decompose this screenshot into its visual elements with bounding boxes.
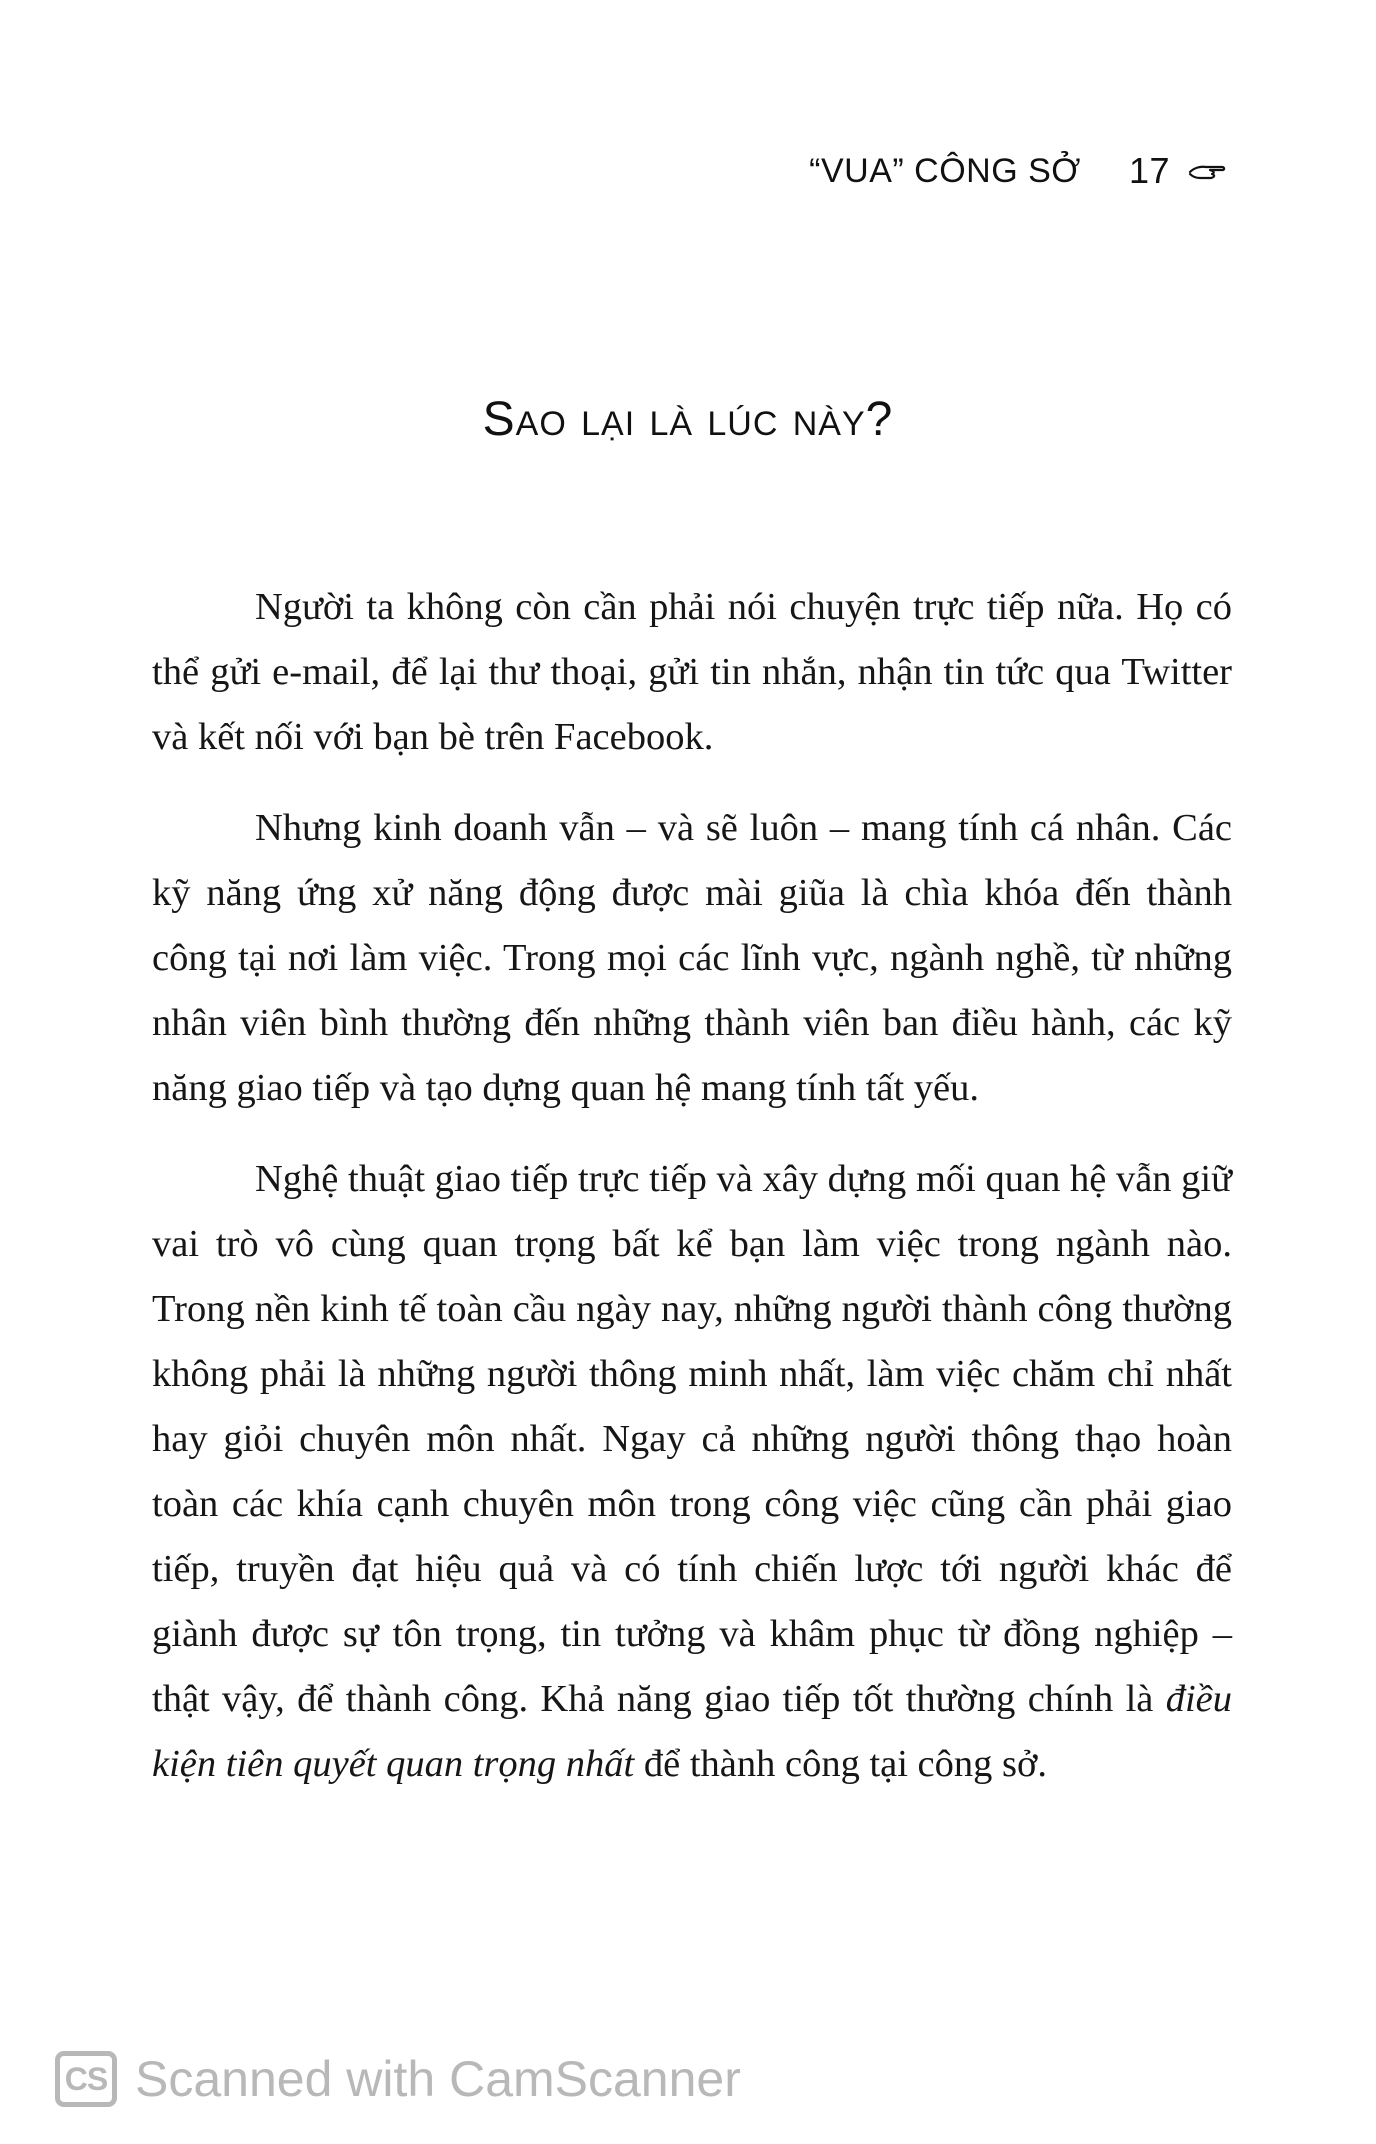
page-number: 17 <box>1128 150 1170 191</box>
chapter-title: Sao lại là lúc này? <box>482 393 894 446</box>
paragraph-2: Nhưng kinh doanh vẫn – và sẽ luôn – mang tính cá nhân. Các kỹ năng ứng xử năng động được mài giũa là chìa khóa đến thành công tại nơi làm việc. Trong mọi các lĩnh vực, ngành nghề, từ những nhân viên bình thường đến những thành viên ban điều hành, các kỹ năng giao tiếp và tạo dựng quan hệ mang tính tất yếu. <box>152 807 1232 1109</box>
paragraph-1: Người ta không còn cần phải nói chuyện trực tiếp nữa. Họ có thể gửi e-mail, để lại thư thoại, gửi tin nhắn, nhận tin tức qua Twitter và kết nối với bạn bè trên Facebook. <box>152 586 1232 758</box>
running-title: “VUA” CÔNG SỞ <box>809 151 1081 190</box>
paragraph-3 <box>152 1147 1232 1797</box>
running-header <box>809 150 1226 192</box>
pointing-hand-icon <box>1188 160 1226 182</box>
body-text <box>152 575 1232 1823</box>
paragraph-3-text-before: Nghệ thuật giao tiếp trực tiếp và xây dựng mối quan hệ vẫn giữ vai trò vô cùng quan trọng bất kể bạn làm việc trong ngành nào. Trong nền kinh tế toàn cầu ngày nay, những người thành công thường không phải là những người thông minh nhất, làm việc chăm chỉ nhất hay giỏi chuyên môn nhất. Ngay cả những người thông thạo hoàn toàn các khía cạnh chuyên môn trong công việc cũng cần phải giao tiếp, truyền đạt hiệu quả và có tính chiến lược tới người khác để giành được sự tôn trọng, tin tưởng và khâm phục từ đồng nghiệp – thật vậy, để thành công. Khả năng giao tiếp tốt thường chính là <box>152 1158 1232 1720</box>
emphasis-text: điều kiện tiên quyết quan trọng nhất <box>152 1678 1232 1785</box>
camscanner-logo-icon: CS <box>55 2051 117 2107</box>
scanner-watermark <box>55 2050 741 2108</box>
paragraph-3-text-after: để thành công tại công sở. <box>634 1743 1047 1785</box>
watermark-label: Scanned with CamScanner <box>135 2051 741 2107</box>
